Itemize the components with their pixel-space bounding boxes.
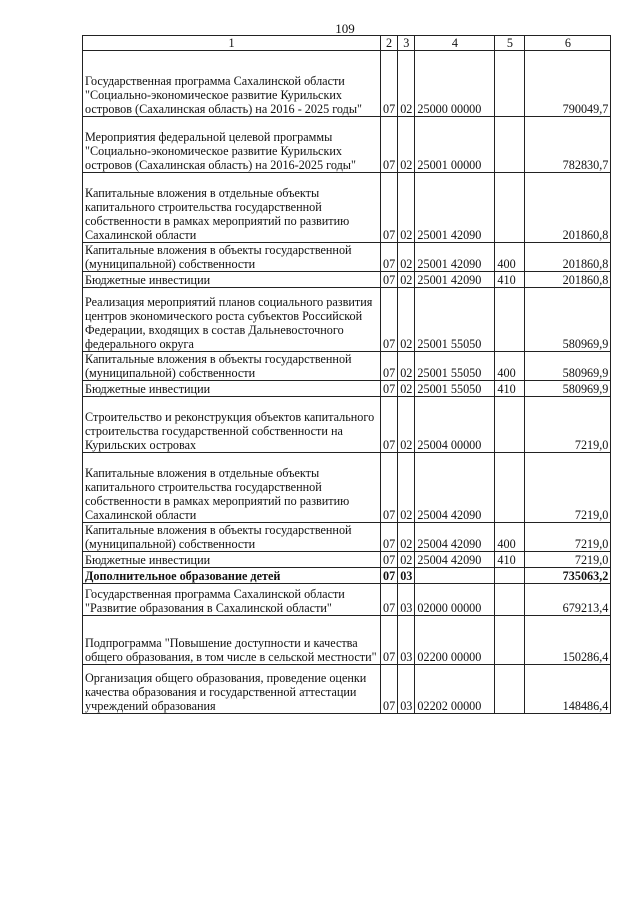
cell-name: Реализация мероприятий планов социального развития центров экономического роста субъектов Российской Федерации, входящих в состав Дальневосточного федерального округа [83,288,381,352]
table-row [83,453,611,523]
table-row [83,523,611,552]
header-cell: 4 [415,36,495,51]
cell-sum: 150286,4 [525,616,611,665]
cell-csr: 25001 00000 [415,117,495,173]
cell-sum: 782830,7 [525,117,611,173]
cell-vr: 410 [495,381,525,397]
cell-rz: 07 [381,552,398,568]
cell-csr: 02200 00000 [415,616,495,665]
budget-table [82,35,611,714]
table-row [83,397,611,453]
cell-csr: 02202 00000 [415,665,495,714]
table-row [83,288,611,352]
cell-vr [495,51,525,117]
cell-csr: 25004 42090 [415,523,495,552]
cell-name: Государственная программа Сахалинской области "Развитие образования в Сахалинской области" [83,584,381,616]
cell-rz: 07 [381,117,398,173]
table-row [83,665,611,714]
cell-csr: 25001 55050 [415,352,495,381]
table-row [83,272,611,288]
cell-csr: 25001 55050 [415,288,495,352]
cell-pr: 02 [398,173,415,243]
cell-name: Бюджетные инвестиции [83,272,381,288]
cell-vr: 400 [495,352,525,381]
cell-sum: 735063,2 [525,568,611,584]
cell-name: Капитальные вложения в отдельные объекты капитального строительства государственной собственности в рамках мероприятий по развитию Сахалинской области [83,453,381,523]
cell-name: Капитальные вложения в объекты государственной (муниципальной) собственности [83,243,381,272]
cell-pr: 02 [398,552,415,568]
cell-csr: 25001 55050 [415,381,495,397]
cell-rz: 07 [381,173,398,243]
cell-csr [415,568,495,584]
table-row [83,352,611,381]
cell-rz: 07 [381,453,398,523]
cell-vr: 400 [495,523,525,552]
table-row [83,616,611,665]
cell-sum: 148486,4 [525,665,611,714]
cell-sum: 580969,9 [525,288,611,352]
cell-csr: 25000 00000 [415,51,495,117]
table-row [83,51,611,117]
table-row [83,584,611,616]
cell-name: Капитальные вложения в объекты государственной (муниципальной) собственности [83,523,381,552]
cell-sum: 790049,7 [525,51,611,117]
cell-csr: 25001 42090 [415,272,495,288]
header-cell: 5 [495,36,525,51]
cell-name: Бюджетные инвестиции [83,381,381,397]
cell-pr: 02 [398,117,415,173]
cell-vr [495,117,525,173]
header-cell: 1 [83,36,381,51]
cell-sum: 580969,9 [525,352,611,381]
cell-csr: 25001 42090 [415,173,495,243]
cell-pr: 02 [398,453,415,523]
cell-pr: 02 [398,352,415,381]
cell-vr [495,665,525,714]
cell-rz: 07 [381,616,398,665]
table-row [83,568,611,584]
cell-vr: 410 [495,552,525,568]
cell-sum: 7219,0 [525,453,611,523]
cell-vr [495,568,525,584]
cell-pr: 02 [398,51,415,117]
cell-rz: 07 [381,523,398,552]
cell-vr [495,584,525,616]
cell-csr: 02000 00000 [415,584,495,616]
cell-vr: 400 [495,243,525,272]
cell-pr: 02 [398,243,415,272]
cell-pr: 03 [398,665,415,714]
table-row [83,381,611,397]
table-row [83,117,611,173]
cell-rz: 07 [381,397,398,453]
cell-csr: 25001 42090 [415,243,495,272]
cell-pr: 02 [398,397,415,453]
cell-sum: 7219,0 [525,552,611,568]
cell-rz: 07 [381,352,398,381]
cell-rz: 07 [381,584,398,616]
cell-rz: 07 [381,243,398,272]
cell-sum: 580969,9 [525,381,611,397]
cell-pr: 03 [398,584,415,616]
header-cell: 3 [398,36,415,51]
cell-name: Капитальные вложения в объекты государственной (муниципальной) собственности [83,352,381,381]
cell-sum: 201860,8 [525,272,611,288]
cell-name: Строительство и реконструкция объектов капитального строительства государственной собственности на Курильских островах [83,397,381,453]
cell-sum: 201860,8 [525,243,611,272]
cell-name: Дополнительное образование детей [83,568,381,584]
cell-sum: 679213,4 [525,584,611,616]
table-row [83,173,611,243]
cell-csr: 25004 42090 [415,552,495,568]
cell-rz: 07 [381,51,398,117]
cell-csr: 25004 00000 [415,397,495,453]
cell-pr: 03 [398,568,415,584]
cell-vr [495,173,525,243]
cell-vr [495,453,525,523]
page-number: 109 [335,21,355,36]
cell-rz: 07 [381,568,398,584]
cell-name: Бюджетные инвестиции [83,552,381,568]
cell-pr: 02 [398,288,415,352]
cell-pr: 02 [398,523,415,552]
cell-vr [495,397,525,453]
header-cell: 2 [381,36,398,51]
cell-pr: 02 [398,272,415,288]
cell-name: Государственная программа Сахалинской области "Социально-экономическое развитие Курильских островов (Сахалинская область) на 2016 - 2025 годы" [83,51,381,117]
cell-pr: 03 [398,616,415,665]
cell-vr [495,616,525,665]
cell-rz: 07 [381,288,398,352]
cell-rz: 07 [381,272,398,288]
header-cell: 6 [525,36,611,51]
cell-csr: 25004 42090 [415,453,495,523]
cell-pr: 02 [398,381,415,397]
header-row [83,36,611,51]
cell-name: Подпрограмма "Повышение доступности и качества общего образования, в том числе в сельской местности" [83,616,381,665]
cell-sum: 7219,0 [525,397,611,453]
cell-sum: 201860,8 [525,173,611,243]
cell-sum: 7219,0 [525,523,611,552]
cell-name: Капитальные вложения в отдельные объекты капитального строительства государственной собственности в рамках мероприятий по развитию Сахалинской области [83,173,381,243]
cell-rz: 07 [381,665,398,714]
cell-name: Организация общего образования, проведение оценки качества образования и государственной аттестации учреждений образования [83,665,381,714]
cell-rz: 07 [381,381,398,397]
cell-name: Мероприятия федеральной целевой программы "Социально-экономическое развитие Курильских островов (Сахалинская область) на 2016-2025 годы" [83,117,381,173]
table-row [83,552,611,568]
table-row [83,243,611,272]
cell-vr [495,288,525,352]
cell-vr: 410 [495,272,525,288]
